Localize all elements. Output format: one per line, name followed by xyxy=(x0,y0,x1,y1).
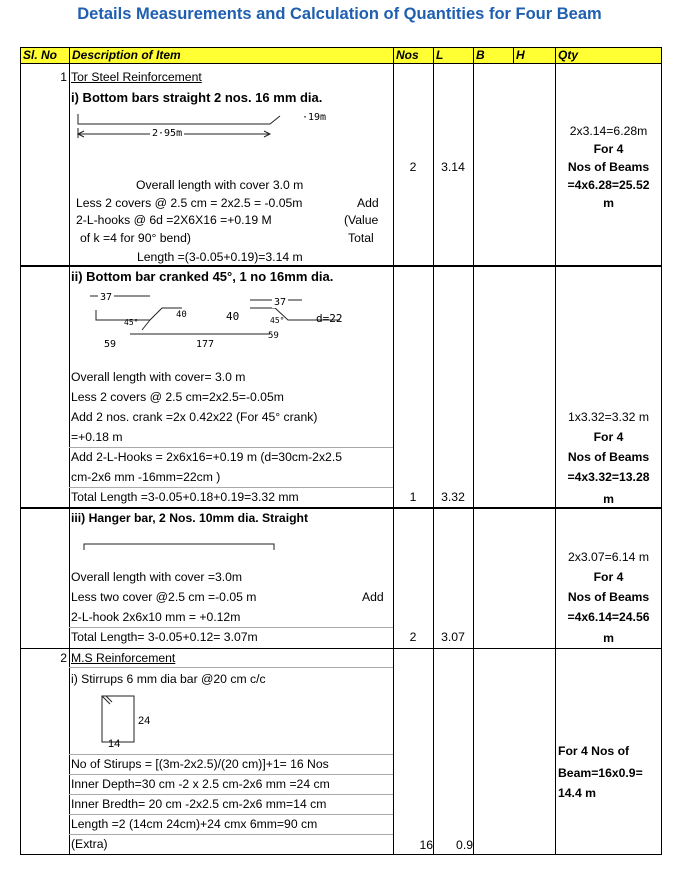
calc-line: Add 2-L-Hooks = 2x6x16=+0.19 m (d=30cm-2x2.5 xyxy=(71,450,342,464)
calc-line: Inner Depth=30 cm -2 x 2.5 cm-2x6 mm =24 cm xyxy=(71,777,330,791)
qty-line: Nos of Beams xyxy=(567,590,650,604)
sketch-label: 37 xyxy=(100,292,113,303)
row-divider xyxy=(20,854,662,855)
row-divider xyxy=(69,834,393,835)
header-l: L xyxy=(433,47,474,64)
qty-line: 1x3.32=3.32 m xyxy=(568,410,649,424)
sketch-hook-label: ·19m xyxy=(302,112,327,123)
qty-line: m xyxy=(603,492,614,506)
side-note: (Value xyxy=(344,213,379,227)
calc-line: of k =4 for 90° bend) xyxy=(80,231,191,245)
grid-line xyxy=(20,64,21,855)
calc-line: Less two cover @2.5 cm =-0.05 m xyxy=(71,590,257,604)
calc-line: Length =2 (14cm 24cm)+24 cmx 6mm=90 cm xyxy=(71,817,318,831)
qty-line: =4x3.32=13.28 xyxy=(567,470,650,484)
sketch-label: 45° xyxy=(270,316,285,325)
stirrup-width-label: 14 xyxy=(108,738,121,750)
row-divider xyxy=(69,794,393,795)
calc-line: Total Length =3-0.05+0.18+0.19=3.32 mm xyxy=(71,490,299,504)
sketch-label: 177 xyxy=(196,339,215,350)
calc-line: 2-L-hooks @ 6d =2X6X16 =+0.19 M xyxy=(76,213,272,227)
qty-line: 2x3.14=6.28m xyxy=(569,124,648,138)
item-heading: M.S Reinforcement xyxy=(71,651,176,665)
row-divider xyxy=(69,774,393,775)
header-qty: Qty xyxy=(555,47,662,64)
side-note: Total xyxy=(348,231,374,245)
qty-line: Beam=16x0.9= xyxy=(558,766,643,780)
qty-line: Nos of Beams xyxy=(567,450,650,464)
nos-value: 16 xyxy=(419,838,433,852)
calc-line: 2-L-hook 2x6x10 mm = +0.12m xyxy=(71,610,241,624)
calc-line: Overall length with cover= 3.0 m xyxy=(71,370,246,384)
calc-line: No of Stirups = [(3m-2x2.5)/(20 cm)]+1= 16 Nos xyxy=(71,757,329,771)
grid-line xyxy=(473,64,474,855)
calc-line: Less 2 covers @ 2.5 cm = 2x2.5 = -0.05m xyxy=(76,196,303,210)
length-value: 3.32 xyxy=(441,490,465,504)
calc-line: Length =(3-0.05+0.19)=3.14 m xyxy=(137,250,303,264)
grid-line xyxy=(661,64,662,855)
hanger-bar-sketch xyxy=(80,540,280,552)
calc-line: (Extra) xyxy=(71,837,108,851)
length-value: 3.14 xyxy=(441,160,465,174)
sketch-label: 59 xyxy=(104,339,117,350)
qty-line: 14.4 m xyxy=(558,786,596,800)
item-heading: Tor Steel Reinforcement xyxy=(71,70,202,84)
length-value: 3.07 xyxy=(441,630,465,644)
sketch-length-label: 2·95m xyxy=(152,128,183,139)
qty-line: For 4 xyxy=(593,142,624,156)
calc-line: Add 2 nos. crank =2x 0.42x22 (For 45° crank) xyxy=(71,410,318,424)
sub-item-title: i) Bottom bars straight 2 nos. 16 mm dia. xyxy=(71,90,323,105)
qty-line: For 4 Nos of xyxy=(558,744,630,758)
sketch-label: 59 xyxy=(268,331,279,341)
qty-line: For 4 xyxy=(593,570,624,584)
length-value: 0.9 xyxy=(456,838,473,852)
sub-item-title: iii) Hanger bar, 2 Nos. 10mm dia. Straight xyxy=(71,511,309,525)
header-description: Description of Item xyxy=(69,47,394,64)
qty-line: m xyxy=(603,631,614,645)
straight-bar-sketch xyxy=(70,110,340,140)
sketch-label: 37 xyxy=(274,297,287,308)
qty-line: 2x3.07=6.14 m xyxy=(568,550,649,564)
header-b: B xyxy=(473,47,514,64)
grid-line xyxy=(69,64,70,855)
row-divider xyxy=(69,667,393,668)
item-number: 2 xyxy=(60,651,67,665)
grid-line xyxy=(393,64,394,855)
calc-line: Overall length with cover 3.0 m xyxy=(136,178,304,192)
qty-line: =4x6.14=24.56 xyxy=(567,610,650,624)
calc-line: Overall length with cover =3.0m xyxy=(71,570,243,584)
row-divider xyxy=(20,648,662,649)
header-h: H xyxy=(513,47,556,64)
side-note: Add xyxy=(357,196,379,210)
sub-item-title: i) Stirrups 6 mm dia bar @20 cm c/c xyxy=(71,672,266,686)
qty-line: =4x6.28=25.52 xyxy=(567,178,650,192)
page-title: Details Measurements and Calculation of Quantities for Four Beam xyxy=(77,5,602,23)
nos-value: 2 xyxy=(409,630,417,644)
calc-line: Total Length= 3-0.05+0.12= 3.07m xyxy=(71,630,258,644)
grid-line xyxy=(433,64,434,855)
qty-line: Nos of Beams xyxy=(567,160,650,174)
header-nos: Nos xyxy=(393,47,434,64)
sketch-label: 40 xyxy=(226,310,240,323)
header-sl: Sl. No xyxy=(20,47,70,64)
calc-line: cm-2x6 mm -16mm=22cm ) xyxy=(71,470,221,484)
row-divider xyxy=(69,754,393,755)
qty-line: For 4 xyxy=(593,430,624,444)
calc-line: Inner Bredth= 20 cm -2x2.5 cm-2x6 mm=14 cm xyxy=(71,797,327,811)
sketch-label: 40 xyxy=(176,310,187,320)
row-divider xyxy=(20,507,662,509)
sub-item-title: ii) Bottom bar cranked 45°, 1 no 16mm dia. xyxy=(71,269,334,284)
row-divider xyxy=(69,814,393,815)
nos-value: 2 xyxy=(409,160,417,174)
nos-value: 1 xyxy=(409,490,417,504)
stirrup-height-label: 24 xyxy=(138,715,151,727)
calc-line: Less 2 covers @ 2.5 cm=2x2.5=-0.05m xyxy=(71,390,284,404)
side-note: Add xyxy=(362,590,384,604)
calc-line: =+0.18 m xyxy=(71,430,123,444)
row-divider xyxy=(69,487,393,488)
sketch-label: d=22 xyxy=(316,312,343,325)
qty-line: m xyxy=(603,196,614,210)
item-number: 1 xyxy=(60,70,67,84)
sketch-label: 45° xyxy=(124,318,139,327)
row-divider xyxy=(20,265,662,267)
row-divider xyxy=(69,447,393,448)
row-divider xyxy=(69,627,393,628)
